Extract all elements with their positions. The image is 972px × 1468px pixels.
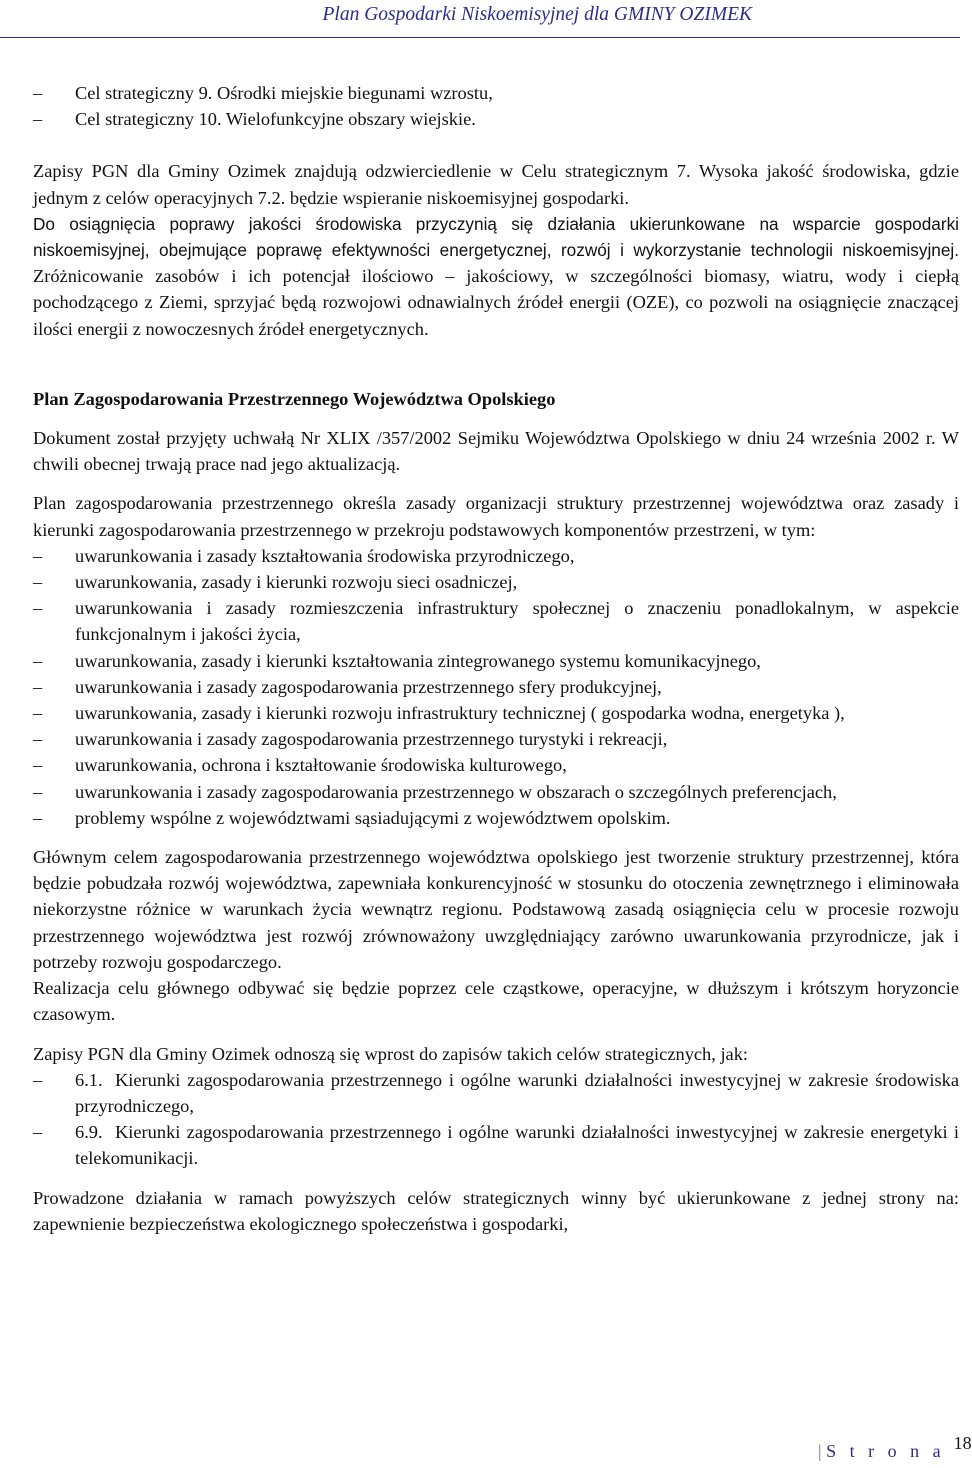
list-item [33, 1067, 959, 1119]
header-rule [0, 37, 960, 38]
header-title: Plan Gospodarki Niskoemisyjnej dla GMINY OZIMEK [322, 4, 752, 25]
paragraph-final: Prowadzone działania w ramach powyższych celów strategicznych winny być ukierunkowane z jednej strony na: zapewnienie bezpieczeństwa ekologicznego społeczeństwa i gospodarki, [33, 1187, 959, 1234]
list-item: – uwarunkowania, zasady i kierunki kształtowania zintegrowanego systemu komunikacyjnego, [33, 648, 959, 674]
paragraph-pgn-2: Do osiągnięcia poprawy jakości środowiska przyczynią się działania ukierunkowane na wsparcie gospodarki niskoemisyjnej, obejmujące poprawę efektywności energetycznej, rozwój i wykorzystanie technologii niskoemisyjnej. [33, 213, 959, 261]
list-item: – uwarunkowania, zasady i kierunki rozwoju infrastruktury technicznej ( gospodarka wodna, energetyka ), [33, 700, 959, 726]
reference-text: Kierunki zagospodarowania przestrzennego i ogólne warunki działalności inwestycyjnej w zakresie energetyki i telekomunikacji. [75, 1122, 959, 1169]
list-item: – uwarunkowania i zasady zagospodarowania przestrzennego turystyki i rekreacji, [33, 726, 959, 752]
footer-label: S t r o n a [826, 1441, 946, 1461]
page-number: 18 [953, 1433, 972, 1453]
section-heading: Plan Zagospodarowania Przestrzennego Województwa Opolskiego [33, 388, 556, 409]
paragraph-pgn [33, 158, 959, 341]
intro-list [33, 80, 959, 132]
list-item: – uwarunkowania i zasady kształtowania środowiska przyrodniczego, [33, 543, 959, 569]
list-item: – uwarunkowania i zasady zagospodarowania przestrzennego sfery produkcyjnej, [33, 674, 959, 700]
reference-text: Kierunki zagospodarowania przestrzennego i ogólne warunki działalności inwestycyjnej w zakresie środowiska przyrodniczego, [75, 1069, 959, 1116]
list-item: – uwarunkowania i zasady zagospodarowania przestrzennego w obszarach o szczególnych preferencjach, [33, 779, 959, 805]
paragraph-goal: Głównym celem zagospodarowania przestrzennego województwa opolskiego jest tworzenie struktury przestrzennej, która będzie pobudzała rozwój województwa, zapewniała konkurencyjność w stosunku do otoczenia zewnętrznego i eliminowała niekorzystne różnice w warunkach życia wewnątrz regionu. Podstawową zasadą osiągnięcia celu w procesie rozwoju przestrzennego województwa jest rozwój zrównoważony uwzględniający zarówno uwarunkowania przyrodnicze, jak i potrzeby rozwoju gospodarczego. [33, 847, 959, 972]
page-header [0, 0, 960, 40]
paragraph-pgn-3: Zróżnicowanie zasobów i ich potencjał ilościowo – jakościowy, w szczególności biomasy, wiatru, wody i ciepłą pochodzącego z Ziemi, sprzyjać będą rozwojowi odnawialnych źródeł energii (OZE), co pozwoli na osiągnięcie znaczącej ilości energii z nowoczesnych źródeł energetycznych. [33, 266, 959, 339]
paragraph-realization: Realizacja celu głównego odbywać się będzie poprzez cele cząstkowe, operacyjne, w dłuższym i krótszym horyzoncie czasowym. [33, 978, 959, 1025]
list-item [33, 1119, 959, 1171]
paragraph-references: Zapisy PGN dla Gminy Ozimek odnoszą się wprost do zapisów takich celów strategicznych, jak: [33, 1043, 749, 1064]
document-body [33, 80, 959, 1237]
references-list [33, 1067, 959, 1172]
list-item: – uwarunkowania i zasady rozmieszczenia infrastruktury społecznej o znaczeniu ponadlokalnym, w aspekcie funkcjonalnym i jakości życia, [33, 595, 959, 647]
paragraph-plan: Plan zagospodarowania przestrzennego określa zasady organizacji struktury przestrzennej województwa oraz zasady i kierunki zagospodarowania przestrzennego w przekroju podstawowych komponentów przestrzeni, w tym: [33, 493, 959, 540]
page-footer [818, 1433, 972, 1462]
reference-number: 6.9. [75, 1122, 103, 1143]
list-item: – uwarunkowania, zasady i kierunki rozwoju sieci osadniczej, [33, 569, 959, 595]
reference-number: 6.1. [75, 1069, 103, 1090]
components-list [33, 543, 959, 831]
paragraph-document: Dokument został przyjęty uchwałą Nr XLIX /357/2002 Sejmiku Województwa Opolskiego w dniu 24 września 2002 r. W chwili obecnej trwają prace nad jego aktualizacją. [33, 428, 959, 475]
list-item: – Cel strategiczny 10. Wielofunkcyjne obszary wiejskie. [33, 106, 959, 132]
list-item: – uwarunkowania, ochrona i kształtowanie środowiska kulturowego, [33, 752, 959, 778]
paragraph-pgn-1: Zapisy PGN dla Gminy Ozimek znajdują odzwierciedlenie w Celu strategicznym 7. Wysoka jakość środowiska, gdzie jednym z celów operacyjnych 7.2. będzie wspieranie niskoemisyjnej gospodarki. [33, 161, 959, 208]
list-item: – Cel strategiczny 9. Ośrodki miejskie biegunami wzrostu, [33, 80, 959, 106]
footer-bar: | [818, 1441, 822, 1461]
list-item: – problemy wspólne z województwami sąsiadującymi z województwem opolskim. [33, 805, 959, 831]
